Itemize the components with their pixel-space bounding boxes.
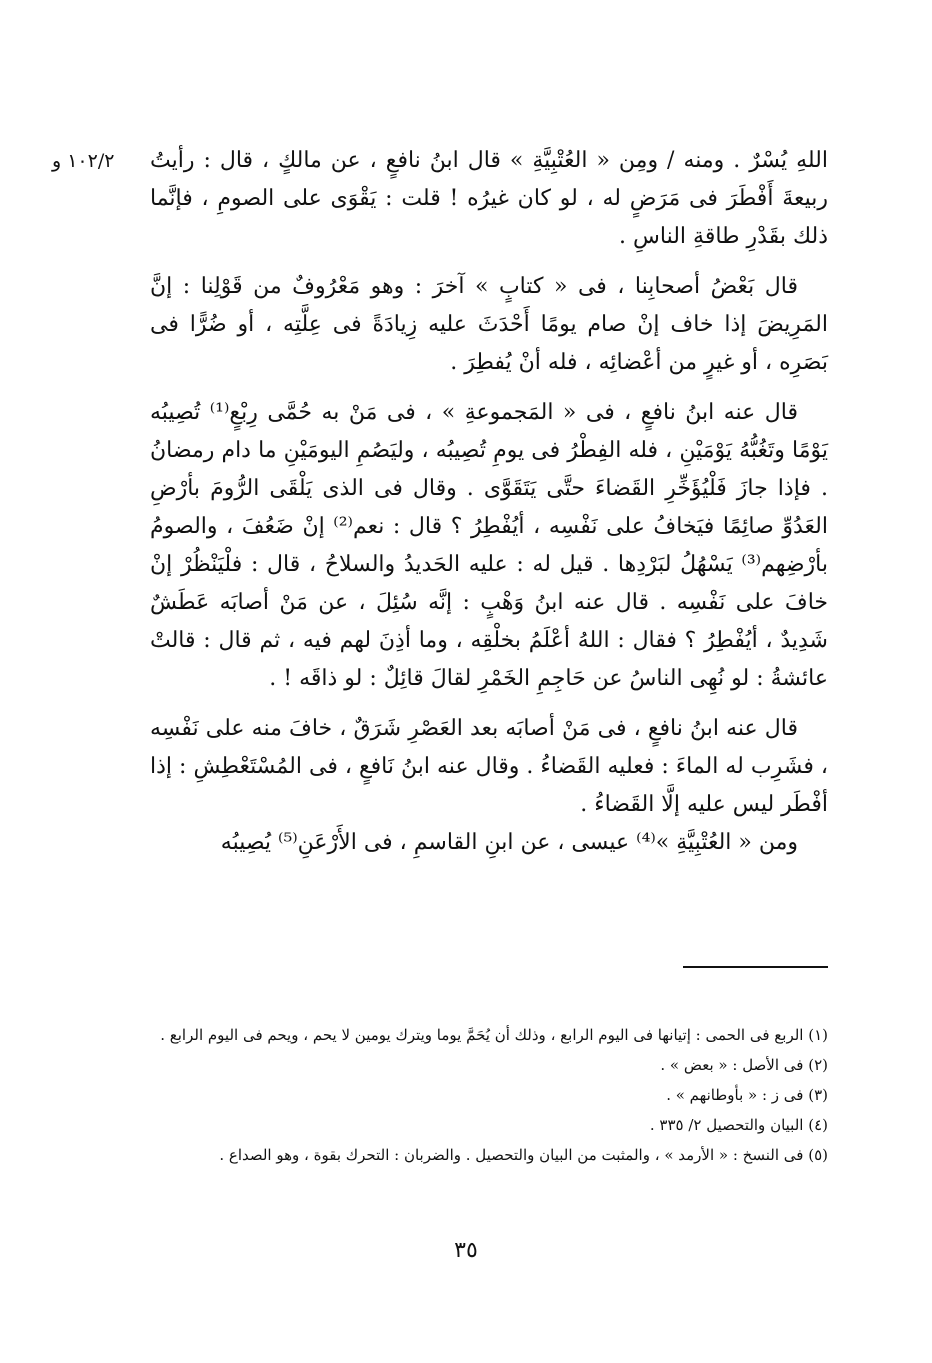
- paragraph-2: قال بَعْضُ أصحابِنا ، فى « كتابٍ » آخرَ : وهو مَعْرُوفٌ من قَوْلِنا : إنَّ المَرِيضَ إذا خاف إنْ صام يومًا أَحْدَثَ عليه زِيادَةً فى عِلَّتِه ، أو ضُرًّا فى بَصَرِه ، أو غيرٍ من أعْضائِه ، فله أنْ يُفطِرَ .: [150, 274, 828, 375]
- paragraph-1: اللهِ يُسْرٌ . ومنه / ومِن « العُتْبِيَّةِ » قال ابنُ نافعٍ ، عن مالكٍ ، قال : رأيتُ ربيعةَ أَفْطَرَ فى مَرَضٍ له ، لو كان غيرُه ! قلت : يَقْوَى على الصومِ ، فإنَّما ذلك بقَدْرِ طاقةِ الناسِ .: [150, 148, 828, 249]
- footnotes: [150, 1020, 828, 1170]
- footnote-4: (٤) البيان والتحصيل ٢/ ٣٣٥ .: [649, 1116, 828, 1134]
- margin-folio-reference: ١٠٢/٢ و: [52, 150, 115, 172]
- footnote-1: (١) الربع فى الحمى : إتيانها فى اليوم الرابع ، وذلك أن يُحَمَّ يوما ويترك يومين لا يحم ، ويحم فى اليوم الرابع .: [160, 1026, 828, 1044]
- paragraph-4: قال عنه ابنُ نافعٍ ، فى مَنْ أصابَه بعد العَصْرِ شَرَقٌ ، خافَ منه على نَفْسِه ، فشَرِب له الماءَ : فعليه القَضاءُ . وقال عنه ابنُ نَافعٍ ، فى المُسْتَعْطِشِ : إذا أفْطَر ليس عليه إلَّا القَضاءُ .: [150, 716, 828, 817]
- page-number: ٣٥: [454, 1238, 478, 1263]
- paragraph-3: قال عنه ابنُ نافعٍ ، فى « المَجموعةِ » ، فى مَنْ به حُمَّى رِبْعٍ⁽¹⁾ تُصِيبُه يَوْمًا وتَغُبُّهُ يَوْمَيْنِ ، فله الفِطْرُ فى يومِ تُصِيبُه ، وليَصُمِ اليومَيْنِ ما دام رمضانُ . فإذا جازَ فَلْيُؤَخِّرِ القَضاءَ حتَّى يَتَقَوَّى . وقال فى الذى يَلْقَى الرُّومَ بأرْضِ العَدُوِّ صائِمًا فيَخافُ على نَفْسِه ، أيُفْطِرُ ؟ قال : نعم⁽²⁾ إنْ ضَعُفَ ، والصومُ بأرْضِهم⁽³⁾ يَسْهُلُ لبَرْدِها . قيل له : عليه الحَديدُ والسلاحُ ، قال : فلْيَنْظُرْ إنْ خافَ على نَفْسِه . قال عنه ابنُ وَهْبٍ : إنَّه سُئِلَ ، عن مَنْ أصابَه عَطَشٌ شَدِيدٌ ، أيُفْطِرُ ؟ فقال : اللهُ أعْلَمُ بخلْقِه ، وما أذِنَ لهم فيه ، ثم قال : قالتْ عائشةُ : لو نُهِى الناسُ عن حَاجِمِ الخَمْرِ لقالَ قائِلٌ : لو ذاقَه ! .: [150, 400, 828, 691]
- footnote-separator: [683, 966, 828, 968]
- main-text: [150, 142, 828, 862]
- footnote-5: (٥) فى النسخ : « الأرمد » ، والمثبت من البيان والتحصيل . والضربان : التحرك بقوة ، وهو الصداع .: [219, 1146, 828, 1164]
- footnote-2: (٢) فى الأصل : « بعض » .: [660, 1056, 828, 1074]
- paragraph-5: ومن « العُتْبِيَّةِ »⁽⁴⁾ عيسى ، عن ابنِ القاسمِ ، فى الأَرْعَنِ⁽⁵⁾ يُصِيبُه: [220, 830, 798, 855]
- footnote-3: (٣) فى ز : « بأوطانهم » .: [666, 1086, 828, 1104]
